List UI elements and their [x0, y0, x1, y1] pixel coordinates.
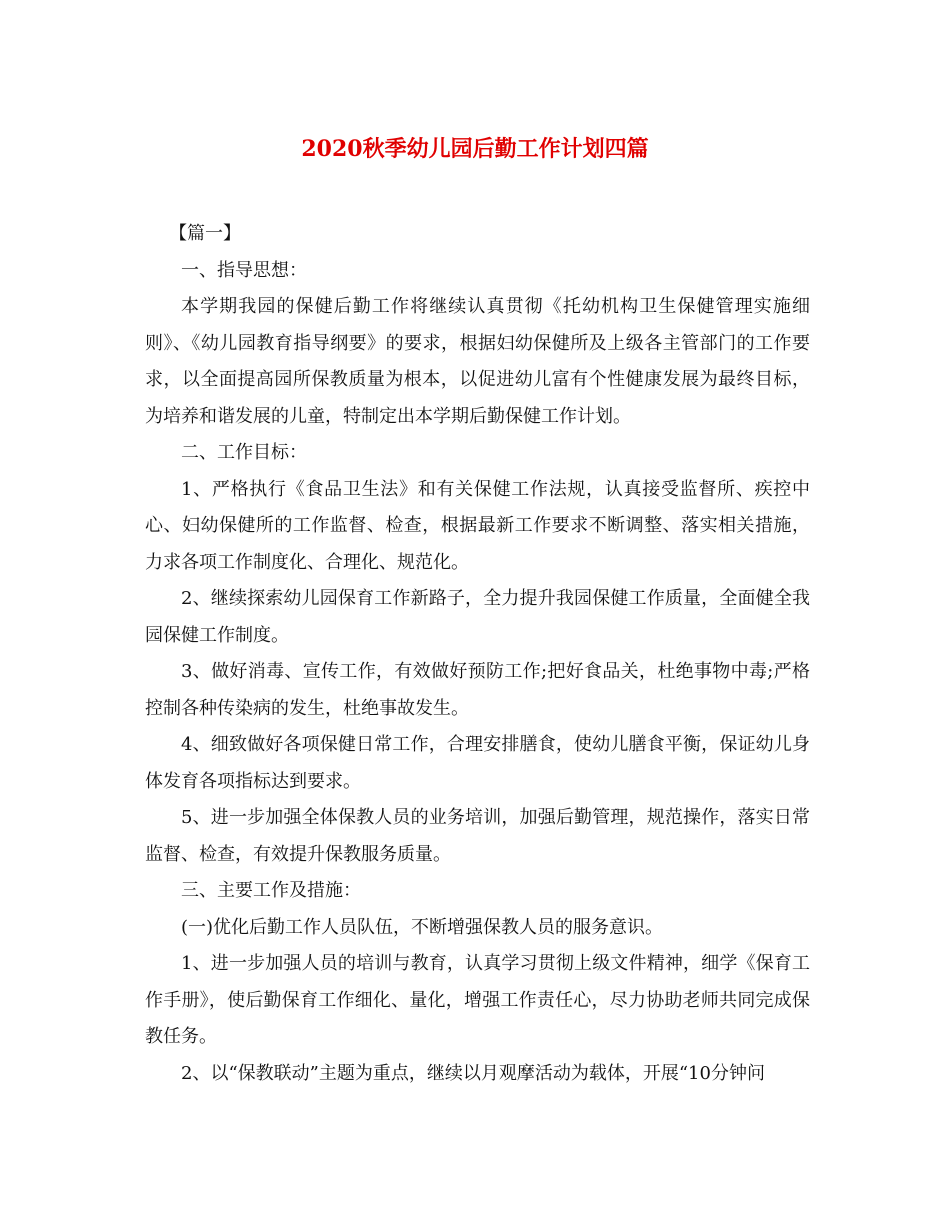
- paragraph: (一)优化后勤工作人员队伍，不断增强保教人员的服务意识。: [181, 916, 664, 938]
- paragraph: 三、主要工作及措施：: [181, 880, 361, 901]
- paragraph: 2、继续探索幼儿园保育工作新路子，全力提升我园保健工作质量，全面健全我园保健工作制度。: [145, 588, 810, 646]
- paragraph: 3、做好消毒、宣传工作，有效做好预防工作;把好食品关，杜绝事物中毒;严格控制各种传染病的发生，杜绝事故发生。: [145, 661, 810, 719]
- section-heading: 【篇一】: [169, 223, 241, 244]
- paragraph: 4、细致做好各项保健日常工作，合理安排膳食，使幼儿膳食平衡，保证幼儿身体发育各项指标达到要求。: [145, 734, 810, 792]
- document-body: [145, 216, 810, 1092]
- document-title: 2020秋季幼儿园后勤工作计划四篇: [301, 136, 649, 162]
- paragraph: 一、指导思想：: [181, 259, 307, 281]
- paragraph: 2、以“保教联动”主题为重点，继续以月观摩活动为载体，开展“10分钟问: [181, 1062, 765, 1084]
- paragraph: 二、工作目标：: [181, 442, 307, 463]
- paragraph: 1、严格执行《食品卫生法》和有关保健工作法规，认真接受监督所、疾控中心、妇幼保健所的工作监督、检查，根据最新工作要求不断调整、落实相关措施，力求各项工作制度化、合理化、规范化。: [145, 478, 810, 573]
- paragraph: 5、进一步加强全体保教人员的业务培训，加强后勤管理，规范操作，落实日常监督、检查，有效提升保教服务质量。: [145, 807, 810, 865]
- paragraph: 1、进一步加强人员的培训与教育，认真学习贯彻上级文件精神，细学《保育工作手册》，使后勤保育工作细化、量化，增强工作责任心，尽力协助老师共同完成保教任务。: [145, 953, 810, 1047]
- paragraph: 本学期我园的保健后勤工作将继续认真贯彻《托幼机构卫生保健管理实施细则》、《幼儿园教育指导纲要》的要求，根据妇幼保健所及上级各主管部门的工作要求，以全面提高园所保教质量为根本，以促进幼儿富有个性健康发展为最终目标，为培养和谐发展的儿童，特制定出本学期后勤保健工作计划。: [145, 296, 810, 427]
